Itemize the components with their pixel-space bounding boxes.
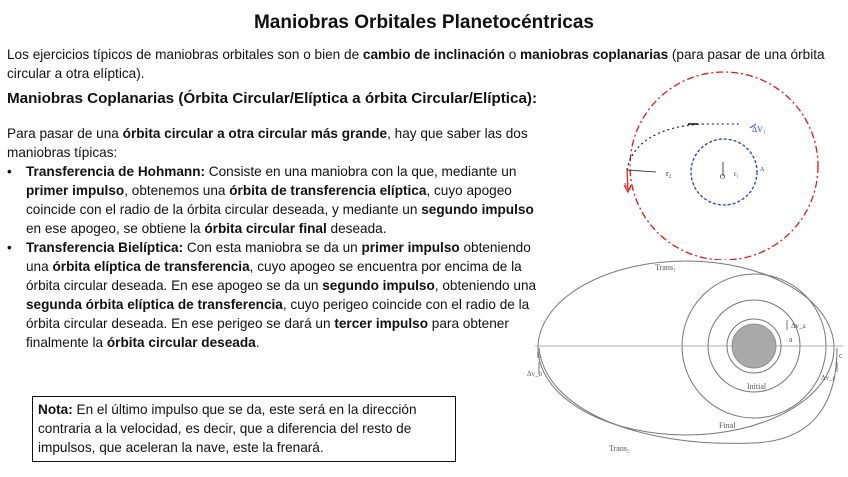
intro-bold-inclination: cambio de inclinación <box>362 47 505 62</box>
bielliptic-b3: órbita elíptica de transferencia <box>52 259 250 274</box>
bielliptic-diagram <box>525 258 848 458</box>
bielliptic-t4: , obteniendo una <box>434 278 537 293</box>
paragraph-text-1: Para pasar de una <box>7 126 123 141</box>
bielliptic-t3: , cuyo apogeo se encuentra por encima de la órbita circular deseada. En ese apogeo se da un <box>26 259 522 293</box>
planet <box>732 324 776 368</box>
label-dvc: Δv_c <box>821 374 836 382</box>
outer-orbit <box>630 72 818 260</box>
inner-orbit <box>691 139 757 205</box>
label-dv1: ΔV₁ <box>752 125 766 134</box>
bielliptic-t7: . <box>255 335 260 350</box>
bielliptic-b5: segunda órbita elíptica de transferencia <box>26 297 283 312</box>
label-trans1: Trans₁ <box>655 263 676 272</box>
hohmann-t3: , cuyo apogeo coincide con el radio de la órbita circular deseada, y mediante un <box>26 183 512 217</box>
label-r1: r₁ <box>734 170 739 178</box>
hohmann-b2: primer impulso <box>26 183 125 198</box>
maneuver-list <box>7 162 537 352</box>
hohmann-t2: , obtenemos una <box>124 183 230 198</box>
hohmann-b4: segundo impulso <box>421 202 534 217</box>
label-a-point: a <box>789 335 793 344</box>
list-item-hohmann <box>7 162 537 238</box>
bielliptic-t1: Con esta maniobra se da un <box>183 240 362 255</box>
label-trans2: Trans₂ <box>609 444 630 453</box>
hohmann-b5: órbita circular final <box>204 221 327 236</box>
bielliptic-b4: segundo impulso <box>322 278 435 293</box>
label-a: A <box>760 167 765 173</box>
hohmann-t4: en ese apogeo, se obtiene la <box>26 221 205 236</box>
transfer-paragraph <box>7 124 537 162</box>
bielliptic-b1: Transferencia Bielíptica: <box>26 240 184 255</box>
transfer-ellipse-2 <box>539 348 837 443</box>
bielliptic-b6: tercer impulso <box>334 316 429 331</box>
hohmann-t1: Consiste en una maniobra con la que, mediante un <box>205 164 517 179</box>
hohmann-b1: Transferencia de Hohmann: <box>26 164 206 179</box>
bielliptic-b2: primer impulso <box>361 240 460 255</box>
label-dv2: V₂ <box>624 182 632 190</box>
paragraph-text-2: , hay que saber las dos maniobras típicas: <box>7 126 528 160</box>
bielliptic-t2: obteniendo una <box>26 240 531 274</box>
label-c-point: c <box>839 351 843 360</box>
label-initial: Initial <box>747 382 767 391</box>
paragraph-bold-1: órbita circular a otra circular más grande <box>122 126 388 141</box>
bielliptic-t6: para obtener finalmente la <box>26 316 509 350</box>
intro-text-2: o <box>504 47 521 62</box>
apogee-line <box>627 170 656 172</box>
intro-bold-coplanar: maniobras coplanarias <box>520 47 669 62</box>
hohmann-t5: deseada. <box>326 221 387 236</box>
bielliptic-b7: órbita circular deseada <box>106 335 256 350</box>
label-b-point: b <box>537 351 541 360</box>
label-o: O <box>720 173 726 181</box>
label-dva: Δv_a <box>791 322 806 330</box>
label-final: Final <box>719 421 736 430</box>
label-dvb: Δv_b <box>527 370 543 378</box>
label-r2: r₂ <box>666 169 672 178</box>
note-text: En el último impulso que se da, este será en la dirección contraria a la velocidad, es decir, que a diferencia del resto de impulsos, que aceleran la nave, este la frenará. <box>38 402 417 455</box>
section-heading: Maniobras Coplanarias (Órbita Circular/Elíptica a órbita Circular/Elíptica): <box>7 90 538 107</box>
hohmann-diagram <box>610 70 840 260</box>
main-content <box>7 124 537 352</box>
hohmann-b3: órbita de transferencia elíptica <box>229 183 427 198</box>
bielliptic-t5: , cuyo perigeo coincide con el radio de la órbita circular deseada. En ese perigeo se dará un <box>26 297 530 331</box>
intro-text-3: (para pasar de una órbita circular a otra elíptica). <box>7 47 825 81</box>
note-box <box>32 396 456 462</box>
page-title: Maniobras Orbitales Planetocéntricas <box>253 12 594 33</box>
note-label: Nota: <box>38 402 73 417</box>
list-item-bielliptic <box>7 238 537 352</box>
intro-text-1: Los ejercicios típicos de maniobras orbitales son o bien de <box>7 47 363 62</box>
